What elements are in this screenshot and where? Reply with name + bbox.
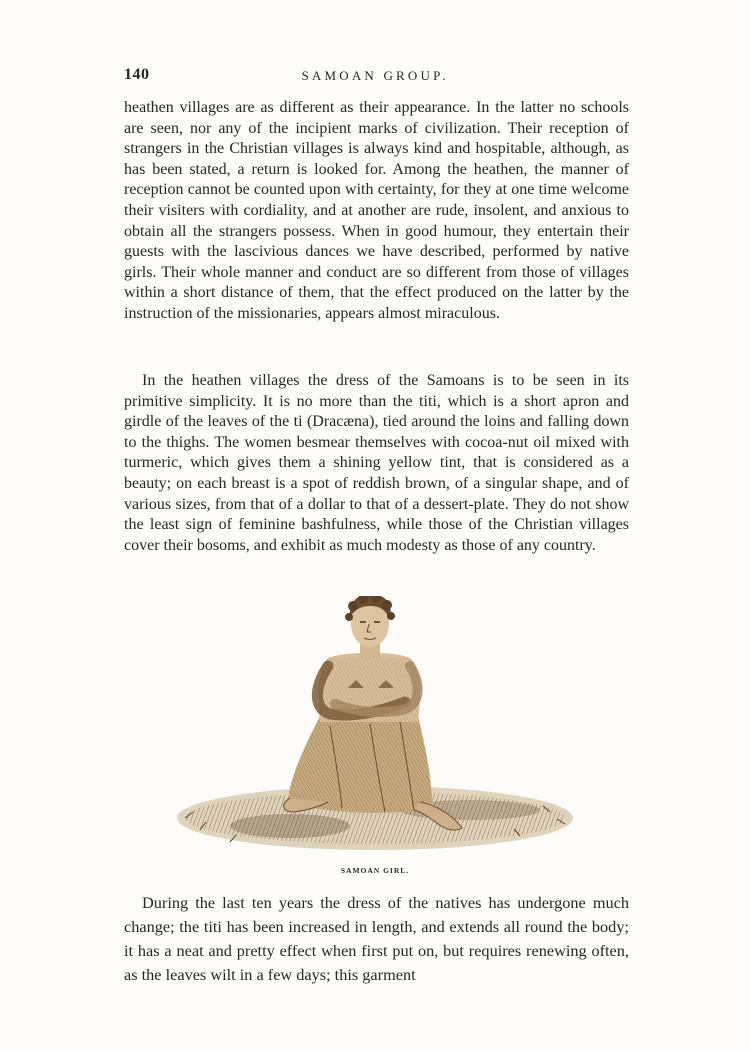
skirt (288, 716, 432, 813)
paragraph (124, 891, 629, 987)
torso (317, 653, 420, 722)
paragraph-text: In the heathen villages the dress of the Samoans is to be seen in its primitive simplicity. It is no more than the titi, which is a short apron and girdle of the leaves of the ti (Dracæna), tied around the loins and falling down to the thighs. The women besmear themselves with cocoa-nut oil mixed with turmeric, which gives them a shining yellow tint, that is considered as a beauty; on each breast is a spot of reddish brown, of a singular shape, and of various sizes, from that of a dollar to that of a dessert-plate. They do not show the least sign of feminine bashfulness, while those of the Christian villages cover their bosoms, and exhibit as much modesty as those of any country. (124, 372, 629, 554)
paragraph-text: During the last ten years the dress of the natives has undergone much change; the titi has been increased in length, and extends all round the body; it has a neat and pretty effect when first put on, but requires renewing often, as the leaves wilt in a few days; this garment (124, 893, 629, 984)
running-head: SAMOAN GROUP. (301, 68, 449, 83)
figure-caption: SAMOAN GIRL. (340, 866, 410, 875)
page-number: 140 (124, 66, 150, 83)
head (345, 596, 395, 658)
paragraph (124, 98, 629, 325)
samoan-girl-illustration (170, 596, 580, 856)
paragraph-text: heathen villages are as different as their appearance. In the latter no schools are seen, nor any of the incipient marks of civilization. Their reception of strangers in the Christian villages is always kind and hospitable, although, as has been stated, a return is looked for. Among the heathen, the manner of reception cannot be counted upon with certainty, for they at one time welcome their visiters with cordiality, and at another are rude, insolent, and anxious to obtain all the strangers possess. When in good humour, they entertain their guests with the lascivious dances we have described, performed by native girls. Their whole manner and conduct are so different from those of villages within a short distance of them, that the effect produced on the latter by the instruction of the missionaries, appears almost miraculous. (124, 99, 629, 322)
paragraph (124, 371, 629, 556)
